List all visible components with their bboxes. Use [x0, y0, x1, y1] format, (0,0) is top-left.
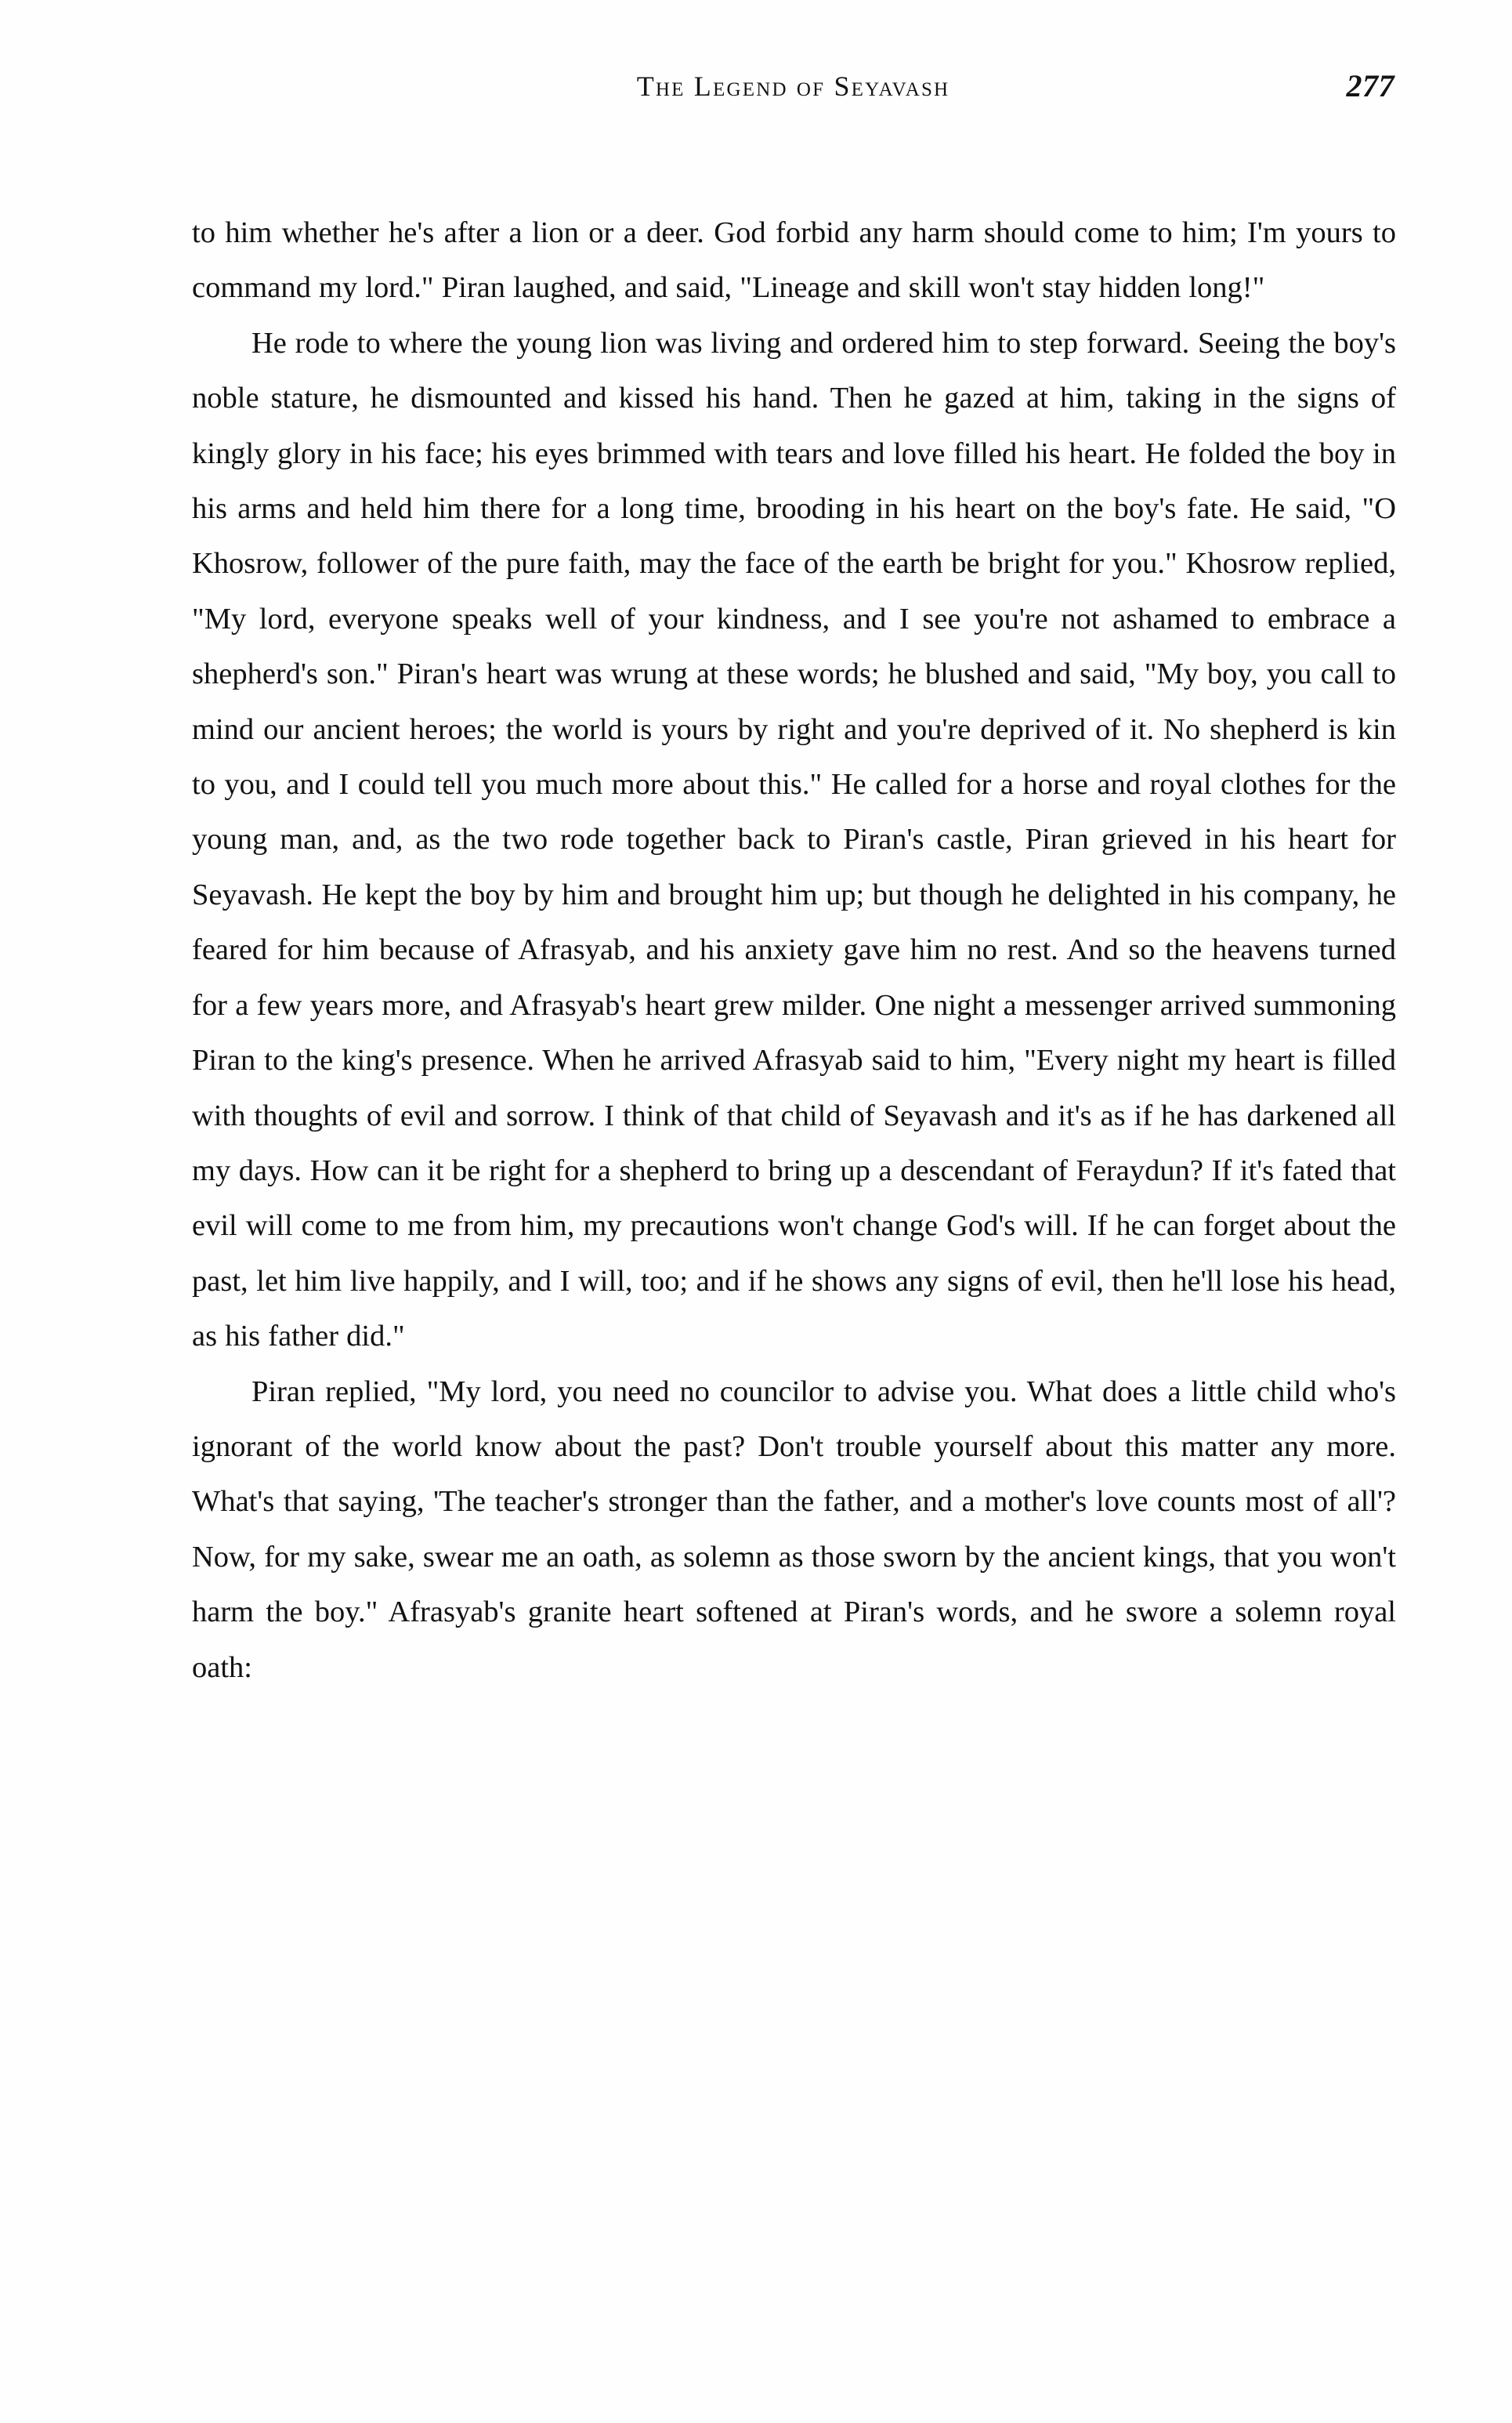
page-number: 277 [1346, 68, 1394, 103]
page-running-header [192, 69, 1394, 116]
paragraph-3: Piran replied, "My lord, you need no councilor to advise you. What does a little child who's ignorant of the world know about the past? Don't trouble yourself about this matter any more. What's that saying, 'The teacher's stronger than the father, and a mother's love counts most of all'? Now, for my sake, swear me an oath, as solemn as those sworn by the ancient kings, that you won't harm the boy." Afrasyab's granite heart softened at Piran's words, and he swore a solemn royal oath: [192, 1374, 1396, 1684]
paragraph-2: He rode to where the young lion was living and ordered him to step forward. Seeing the boy's noble stature, he dismounted and kissed his hand. Then he gazed at him, taking in the signs of kingly glory in his face; his eyes brimmed with tears and love filled his heart. He folded the boy in his arms and held him there for a long time, brooding in his heart on the boy's fate. He said, "O Khosrow, follower of the pure faith, may the face of the earth be bright for you." Khosrow replied, "My lord, everyone speaks well of your kindness, and I see you're not ashamed to embrace a shepherd's son." Piran's heart was wrung at these words; he blushed and said, "My boy, you call to mind our ancient heroes; the world is yours by right and you're deprived of it. No shepherd is kin to you, and I could tell you much more about this." He called for a horse and royal clothes for the young man, and, as the two rode together back to Piran's castle, Piran grieved in his heart for Seyavash. He kept the boy by him and brought him up; but though he delighted in his company, he feared for him because of Afrasyab, and his anxiety gave him no rest. And so the heavens turned for a few years more, and Afrasyab's heart grew milder. One night a messenger arrived summoning Piran to the king's presence. When he arrived Afrasyab said to him, "Every night my heart is filled with thoughts of evil and sorrow. I think of that child of Seyavash and it's as if he has darkened all my days. How can it be right for a shepherd to bring up a descendant of Feraydun? If it's fated that evil will come to me from him, my precautions won't change God's will. If he can forget about the past, let him live happily, and I will, too; and if he shows any signs of evil, then he'll lose his head, as his father did." [192, 326, 1396, 1353]
paragraph-1: to him whether he's after a lion or a deer. God forbid any harm should come to him; I'm yours to command my lord." Piran laughed, and said, "Lineage and skill won't stay hidden long!" [192, 216, 1396, 305]
running-head-title: The Legend of Seyavash [636, 71, 950, 102]
body-text-block [192, 205, 1396, 1695]
